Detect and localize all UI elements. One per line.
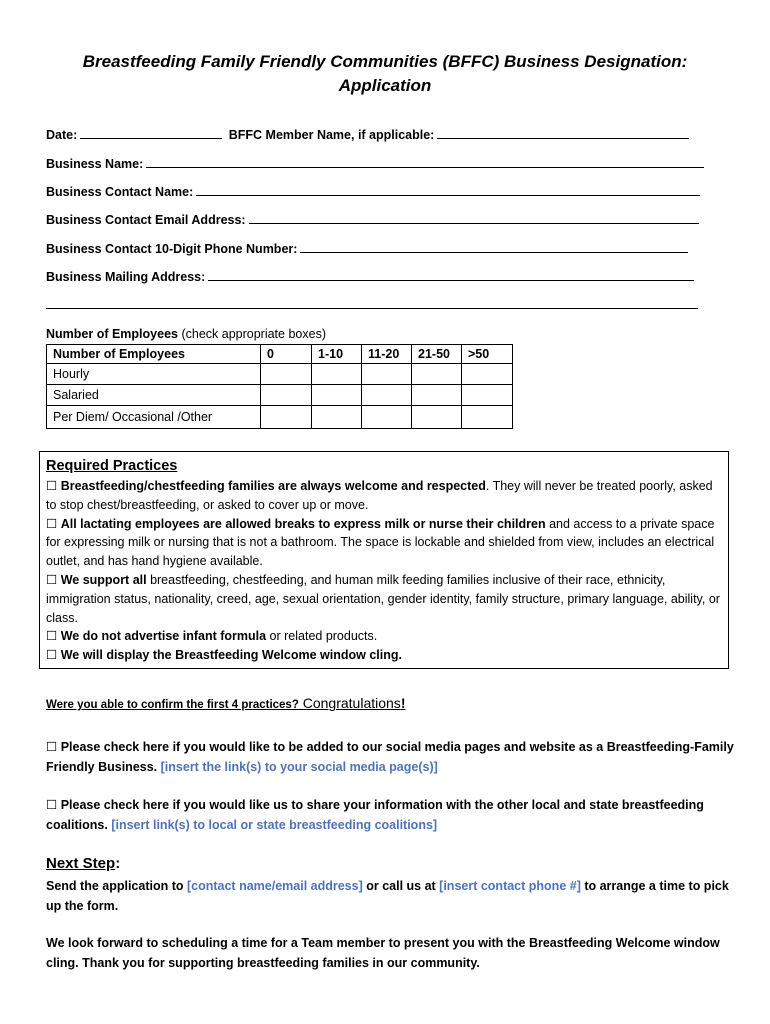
checkbox-icon[interactable]: ☐ — [46, 629, 58, 644]
header-number-of-employees: Number of Employees — [47, 345, 261, 364]
practice-item-4 — [46, 627, 722, 646]
contact-name-line[interactable] — [196, 185, 700, 196]
cell-salaried-21-50[interactable] — [412, 385, 462, 406]
contact-phone-label: Business Contact 10-Digit Phone Number: — [46, 242, 298, 256]
mailing-address-line[interactable] — [208, 270, 694, 281]
table-row-hourly — [47, 364, 513, 385]
header-0: 0 — [261, 345, 312, 364]
cell-hourly-over-50[interactable] — [462, 364, 513, 385]
practice-4-bold: We do not advertise infant formula — [60, 629, 267, 644]
next-step-text-c: to arrange a time to pick up the form. — [46, 879, 729, 913]
coalitions-option — [46, 795, 736, 835]
practice-1-text: . They will never be treated poorly, asked to stop chest/breastfeeding, or asked to cover up or move. — [46, 479, 713, 512]
next-step-text-b: or call us at — [362, 879, 440, 893]
confirm-question-text: Were you able to confirm the first 4 practices? — [46, 699, 299, 711]
title-line-1: Breastfeeding Family Friendly Communities (BFFC) Business Designation: — [82, 52, 688, 71]
coalitions-link[interactable]: [insert link(s) to local or state breastfeeding coalitions] — [111, 818, 438, 832]
contact-email-line[interactable] — [249, 213, 699, 224]
cell-salaried-over-50[interactable] — [462, 385, 513, 406]
checkbox-icon[interactable]: ☐ — [46, 648, 58, 663]
member-name-line[interactable] — [437, 128, 689, 139]
practice-5-bold: We will display the Breastfeeding Welcome window cling. — [60, 648, 402, 663]
checkbox-icon[interactable]: ☐ — [46, 479, 58, 493]
employees-caption-bold: Number of Employees — [46, 327, 178, 341]
date-label: Date: — [46, 128, 78, 142]
practice-item-1 — [46, 477, 722, 515]
table-row-per-diem — [47, 406, 513, 429]
practice-item-2 — [46, 515, 722, 571]
date-field-row — [46, 128, 689, 142]
required-practices-heading: Required Practices — [46, 458, 178, 474]
cell-salaried-0[interactable] — [261, 385, 312, 406]
mailing-address-line-2[interactable] — [46, 298, 698, 309]
table-row-salaried — [47, 385, 513, 406]
contact-phone-row — [46, 242, 688, 256]
header-21-50: 21-50 — [412, 345, 462, 364]
cell-per-diem-1-10[interactable] — [312, 406, 362, 429]
business-name-label: Business Name: — [46, 157, 144, 171]
practice-4-text: or related products. — [266, 629, 378, 644]
employees-table — [46, 344, 513, 429]
required-practices-box — [39, 451, 729, 669]
document-title — [40, 50, 730, 98]
practice-2-text: and access to a private space for expressing milk or nursing that is not a bathroom. The space is lockable and shielded from view, includes an electrical outlet, and has hand hygiene available. — [46, 516, 715, 569]
business-name-row — [46, 157, 704, 171]
next-step-heading — [46, 855, 120, 872]
practice-item-3 — [46, 571, 722, 627]
practice-3-text: breastfeeding, chestfeeding, and human milk feeding families inclusive of their race, ethnicity, immigration status, nationality, creed, age, sexual orientation, gender identity, family structure, primary language, ability, or class. — [46, 572, 720, 625]
date-line[interactable] — [80, 128, 222, 139]
cell-per-diem-11-20[interactable] — [362, 406, 412, 429]
cell-hourly-21-50[interactable] — [412, 364, 462, 385]
employees-caption — [46, 327, 326, 341]
next-step-instructions — [46, 876, 736, 916]
business-name-line[interactable] — [146, 157, 704, 168]
header-1-10: 1-10 — [312, 345, 362, 364]
row-label-hourly: Hourly — [47, 364, 261, 385]
employees-caption-rest: (check appropriate boxes) — [177, 327, 326, 341]
cell-hourly-11-20[interactable] — [362, 364, 412, 385]
cell-salaried-1-10[interactable] — [312, 385, 362, 406]
next-step-text-a: Send the application to — [46, 879, 187, 893]
header-over-50: >50 — [462, 345, 513, 364]
contact-name-label: Business Contact Name: — [46, 185, 194, 199]
employees-table-header — [47, 345, 513, 364]
mailing-address-row — [46, 270, 694, 284]
checkbox-icon[interactable]: ☐ — [46, 740, 58, 754]
cell-per-diem-over-50[interactable] — [462, 406, 513, 429]
cell-hourly-0[interactable] — [261, 364, 312, 385]
mailing-address-label: Business Mailing Address: — [46, 270, 206, 284]
checkbox-icon[interactable]: ☐ — [46, 516, 58, 531]
next-step-title: Next Step — [46, 855, 116, 872]
header-11-20: 11-20 — [362, 345, 412, 364]
practice-item-5 — [46, 646, 722, 665]
practice-3-bold: We support all — [60, 572, 147, 587]
title-line-2: Application — [338, 76, 432, 95]
contact-name-email-link[interactable]: [contact name/email address] — [186, 879, 363, 893]
cell-hourly-1-10[interactable] — [312, 364, 362, 385]
checkbox-icon[interactable]: ☐ — [46, 798, 58, 812]
practice-1-bold: Breastfeeding/chestfeeding families are always welcome and respected — [60, 479, 486, 493]
next-step-colon: : — [115, 855, 121, 872]
social-media-text: Please check here if you would like to be added to our social media pages and website as a Breastfeeding-Family Friendly Business. — [46, 740, 734, 774]
coalitions-text: Please check here if you would like us to share your information with the other local and state breastfeeding coalitions. — [46, 798, 704, 832]
congratulations-text: Congratulations — [298, 695, 401, 711]
contact-name-row — [46, 185, 700, 199]
mailing-address-row-2 — [46, 298, 698, 312]
row-label-per-diem: Per Diem/ Occasional /Other — [47, 406, 261, 429]
practice-2-bold: All lactating employees are allowed breaks to express milk or nurse their children — [60, 516, 546, 531]
closing-paragraph: We look forward to scheduling a time for a Team member to present you with the Breastfeeding Welcome window cling. Thank you for supporting breastfeeding families in our community. — [46, 936, 720, 970]
social-media-link[interactable]: [insert the link(s) to your social media page(s)] — [160, 760, 438, 774]
exclamation: ! — [400, 695, 406, 711]
cell-per-diem-21-50[interactable] — [412, 406, 462, 429]
cell-per-diem-0[interactable] — [261, 406, 312, 429]
contact-phone-line[interactable] — [300, 242, 688, 253]
cell-salaried-11-20[interactable] — [362, 385, 412, 406]
contact-phone-link[interactable]: [insert contact phone #] — [439, 879, 581, 893]
checkbox-icon[interactable]: ☐ — [46, 572, 58, 587]
contact-email-label: Business Contact Email Address: — [46, 213, 246, 227]
row-label-salaried: Salaried — [47, 385, 261, 406]
member-name-label: BFFC Member Name, if applicable: — [228, 128, 435, 142]
contact-email-row — [46, 213, 699, 227]
confirm-question — [46, 695, 405, 711]
social-media-option — [46, 737, 736, 777]
